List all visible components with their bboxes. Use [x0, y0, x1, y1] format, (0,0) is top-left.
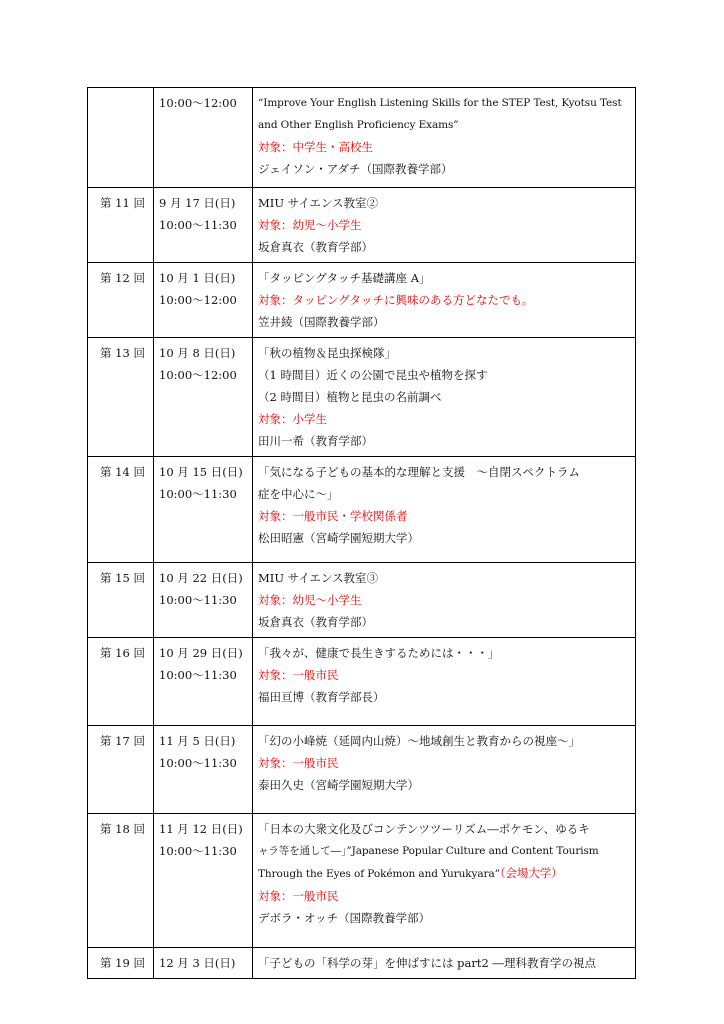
session-time: 10:00～12:00 [159, 368, 237, 382]
content-cell [253, 726, 636, 814]
content-cell [253, 88, 636, 188]
lecture-title-line: 症を中心に～」 [258, 487, 339, 501]
session-number-cell [88, 263, 154, 338]
target-audience: 対象：幼児～小学生 [258, 593, 362, 607]
table-row [88, 88, 636, 188]
content-cell [253, 563, 636, 638]
date-cell [154, 638, 253, 726]
lecture-title-line: 「秋の植物＆昆虫探検隊」 [258, 346, 396, 360]
lecturer-name: 坂倉真衣（教育学部） [258, 615, 373, 629]
session-time: 10:00～11:30 [159, 756, 237, 770]
target-audience: 対象：小学生 [258, 412, 327, 426]
session-date: 11 月 12 日(日) [159, 822, 243, 836]
session-date: 10 月 29 日(日) [159, 646, 243, 660]
target-audience: 対象：一般市民 [258, 889, 339, 903]
table-row [88, 457, 636, 563]
date-cell [154, 263, 253, 338]
date-cell [154, 726, 253, 814]
lecture-title-line: 「我々が、健康で長生きするためには・・・」 [258, 646, 500, 660]
content-cell [253, 814, 636, 948]
session-number: 第 18 回 [100, 822, 145, 836]
session-time: 10:00～11:30 [159, 487, 237, 501]
lecture-title-line: MIU サイエンス教室③ [258, 571, 379, 585]
lecture-title-line [258, 862, 630, 885]
content-cell [253, 638, 636, 726]
content-cell [253, 263, 636, 338]
lecture-title-text: Through the Eyes of Pokémon and Yurukyara” [258, 868, 500, 880]
table-row [88, 263, 636, 338]
session-number-cell [88, 726, 154, 814]
target-audience: 対象：一般市民・学校関係者 [258, 509, 408, 523]
date-cell [154, 814, 253, 948]
lecture-title-line: ャラ等を通して―」”Japanese Popular Culture and Content Tourism [258, 845, 599, 857]
date-cell [154, 88, 253, 188]
target-audience: 対象：幼児～小学生 [258, 218, 362, 232]
lecture-schedule-table [87, 87, 636, 979]
session-date: 10 月 8 日(日) [159, 346, 236, 360]
session-time: 10:00～12:00 [159, 96, 237, 110]
table-row [88, 188, 636, 263]
session-number: 第 15 回 [100, 571, 145, 585]
session-number-cell [88, 457, 154, 563]
lecture-title-line: 「幻の小峰焼（延岡内山焼）～地域創生と教育からの視座～」 [258, 734, 580, 748]
date-cell [154, 338, 253, 457]
content-cell [253, 948, 636, 979]
target-audience: 対象：一般市民 [258, 668, 339, 682]
lecturer-name: デボラ・オッチ（国際教養学部） [258, 911, 431, 925]
session-number-cell [88, 338, 154, 457]
session-date: 10 月 15 日(日) [159, 465, 243, 479]
venue-note: （会場大学） [499, 866, 563, 880]
lecture-title-line: （2 時間目）植物と昆虫の名前調べ [258, 390, 442, 404]
content-cell [253, 457, 636, 563]
lecturer-name: ジェイソン・アダチ（国際教養学部） [258, 162, 453, 176]
target-audience: 対象：一般市民 [258, 756, 339, 770]
lecture-title-line: 「日本の大衆文化及びコンテンツツーリズム―ポケモン、ゆるキ [258, 822, 590, 836]
date-cell [154, 948, 253, 979]
lecturer-name: 田川一希（教育学部） [258, 434, 373, 448]
lecture-title-line: MIU サイエンス教室② [258, 196, 379, 210]
table-row [88, 814, 636, 948]
lecturer-name: 松田昭憲（宮崎学園短期大学） [258, 531, 419, 545]
session-number-cell [88, 638, 154, 726]
session-number: 第 19 回 [100, 956, 145, 970]
date-cell [154, 563, 253, 638]
lecture-title-line: 「子どもの「科学の芽」を伸ばすには part2 ―理科教育学の視点 [258, 956, 596, 970]
session-time: 10:00～12:00 [159, 293, 237, 307]
date-cell [154, 188, 253, 263]
session-number: 第 12 回 [100, 271, 145, 285]
session-date: 12 月 3 日(日) [159, 956, 236, 970]
session-time: 10:00～11:30 [159, 668, 237, 682]
content-cell [253, 188, 636, 263]
session-number: 第 17 回 [100, 734, 145, 748]
table-row [88, 338, 636, 457]
session-number-cell [88, 814, 154, 948]
lecture-title-line: 「気になる子どもの基本的な理解と支援 ～自閉スペクトラム [258, 465, 580, 479]
lecture-title-line: and Other English Proficiency Exams” [258, 119, 459, 131]
session-number-cell [88, 88, 154, 188]
table-row [88, 638, 636, 726]
content-cell [253, 338, 636, 457]
target-audience: 対象：中学生・高校生 [258, 140, 373, 154]
session-time: 10:00～11:30 [159, 593, 237, 607]
session-number-cell [88, 948, 154, 979]
target-audience: 対象：タッピングタッチに興味のある方どなたでも。 [258, 293, 534, 307]
session-time: 10:00～11:30 [159, 218, 237, 232]
table-row [88, 726, 636, 814]
lecturer-name: 福田亘博（教育学部長） [258, 690, 385, 704]
lecture-title-line: 「タッピングタッチ基礎講座 A」 [258, 271, 431, 285]
session-date: 11 月 5 日(日) [159, 734, 236, 748]
session-number: 第 11 回 [100, 196, 145, 210]
lecturer-name: 泰田久史（宮崎学園短期大学） [258, 778, 419, 792]
session-time: 10:00～11:30 [159, 844, 237, 858]
lecturer-name: 笠井綾（国際教養学部） [258, 315, 385, 329]
session-number: 第 16 回 [100, 646, 145, 660]
session-number: 第 14 回 [100, 465, 145, 479]
session-number-cell [88, 563, 154, 638]
date-cell [154, 457, 253, 563]
session-date: 10 月 22 日(日) [159, 571, 243, 585]
lecture-title-line: （1 時間目）近くの公園で昆虫や植物を探す [258, 368, 488, 382]
table-row [88, 563, 636, 638]
lecture-title-line: “Improve Your English Listening Skills for the STEP Test, Kyotsu Test [258, 97, 622, 109]
session-date: 9 月 17 日(日) [159, 196, 236, 210]
table-row [88, 948, 636, 979]
lecturer-name: 坂倉真衣（教育学部） [258, 240, 373, 254]
session-date: 10 月 1 日(日) [159, 271, 236, 285]
session-number-cell [88, 188, 154, 263]
session-number: 第 13 回 [100, 346, 145, 360]
